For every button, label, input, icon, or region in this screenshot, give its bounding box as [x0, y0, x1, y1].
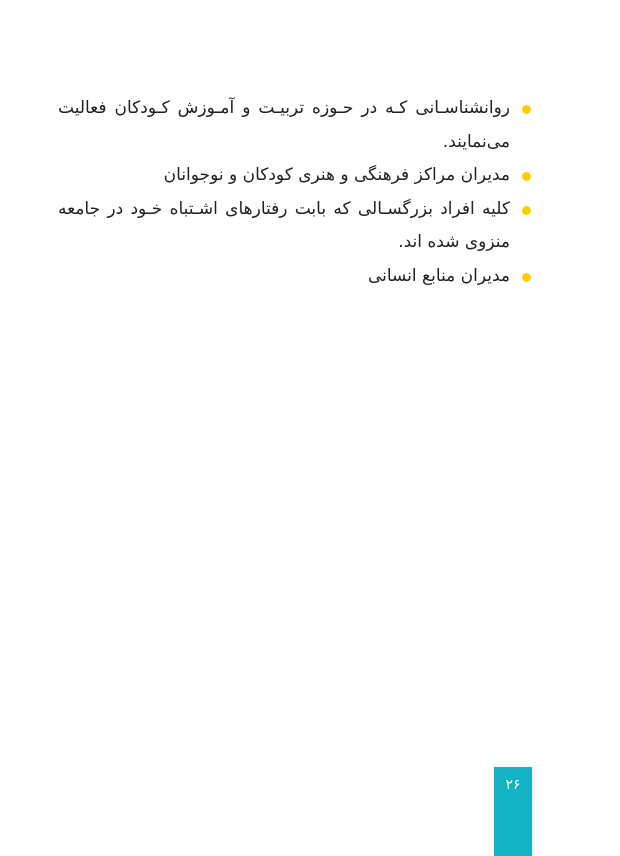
- bullet-icon: [522, 206, 531, 215]
- list-item-text: مدیران منابع انسانی: [367, 265, 510, 286]
- page-number: ۲۶: [505, 777, 521, 793]
- list-item-text: کلیه افراد بزرگسـالی که بابت رفتارهای اشـتباه خـود در جامعه منزوی شده اند.: [58, 198, 510, 252]
- list-item: [58, 159, 532, 193]
- bullet-list: [58, 92, 532, 293]
- bullet-icon: [522, 105, 531, 114]
- bullet-icon: [522, 273, 531, 282]
- page-number-tab: [494, 767, 532, 856]
- bullet-icon: [522, 172, 531, 181]
- list-item-text: روانشناسـانی کـه در حـوزه تربیـت و آمـوزش کـودکان فعالیت می‌نمایند.: [58, 98, 510, 152]
- list-item: [58, 193, 532, 260]
- list-item: [58, 92, 532, 159]
- list-item: [58, 260, 532, 294]
- list-item-text: مدیران مراکز فرهنگی و هنری کودکان و نوجوانان: [163, 165, 510, 185]
